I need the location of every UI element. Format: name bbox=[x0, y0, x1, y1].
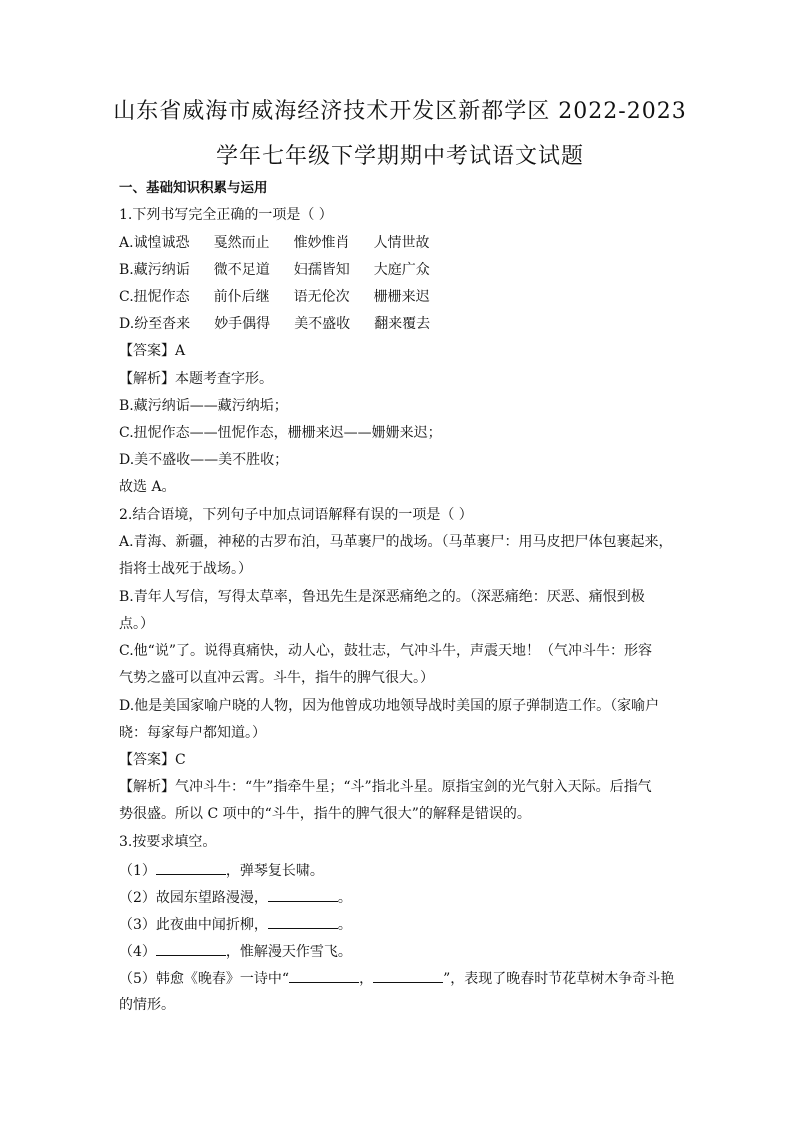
option-word: 扭怩作态 bbox=[133, 289, 190, 305]
item-text-after: ”，表现了晚春时节花草树木争奇斗艳 bbox=[443, 971, 675, 987]
document-title-line-2: 学年七年级下学期期中考试语文试题 bbox=[215, 144, 584, 169]
option-word: 大庭广众 bbox=[373, 262, 430, 278]
item-text-before: 故园东望路漫漫， bbox=[155, 890, 268, 906]
option-label: A. bbox=[119, 235, 134, 251]
option-word: 妇孺皆知 bbox=[293, 262, 350, 278]
section-heading: 一、基础知识积累与运用 bbox=[119, 180, 268, 196]
item-text-mid: ， bbox=[359, 971, 374, 987]
option-word: 戛然而止 bbox=[213, 235, 270, 251]
item-text-before: 此夜曲中闻折柳， bbox=[155, 917, 268, 933]
option-word: 栅栅来迟 bbox=[373, 289, 430, 305]
question-2-text-line: D.他是美国家喻户晓的人物，因为他曾成功地领导战时美国的原子弹制造工作。（家喻户 bbox=[119, 698, 660, 714]
question-1-analysis-line: B.藏污纳诟——藏污纳垢； bbox=[119, 398, 288, 414]
option-word: 微不足道 bbox=[213, 262, 270, 278]
option-word: 诚惶诚恐 bbox=[133, 235, 190, 251]
item-text-after: ，惟解漫天作雪飞。 bbox=[225, 944, 352, 960]
option-word: 翻来覆去 bbox=[374, 316, 431, 332]
document-title-line-1: 山东省威海市威海经济技术开发区新都学区 2022-2023 bbox=[113, 99, 687, 124]
question-2-text-line: A.青海、新疆，神秘的古罗布泊，马革裹尸的战场。（马革裹尸：用马皮把尸体包裹起来， bbox=[119, 534, 673, 550]
question-1-analysis-line: D.美不盛收——美不胜收； bbox=[119, 452, 289, 468]
answer-blank[interactable] bbox=[373, 968, 443, 983]
answer-blank[interactable] bbox=[289, 968, 359, 983]
question-1-option-a bbox=[119, 234, 689, 253]
question-2-analysis-line: 【解析】气冲斗牛：“牛”指牵牛星；“斗”指北斗星。原指宝剑的光气射入天际。后指气 bbox=[119, 779, 652, 795]
answer-blank[interactable] bbox=[156, 860, 226, 875]
item-number: （1） bbox=[119, 863, 156, 879]
question-1-option-c bbox=[119, 288, 689, 307]
fill-blank-item-1 bbox=[119, 860, 689, 881]
fill-blank-item-4 bbox=[119, 941, 689, 962]
option-word: 语无伦次 bbox=[293, 289, 350, 305]
answer-blank[interactable] bbox=[268, 887, 338, 902]
question-1-analysis-line: 【解析】本题考查字形。 bbox=[119, 371, 273, 387]
fill-blank-item-5 bbox=[119, 968, 689, 989]
option-word: 惟妙惟肖 bbox=[293, 235, 350, 251]
item-number: （4） bbox=[119, 944, 156, 960]
question-2-stem: 2.结合语境，下列句子中加点词语解释有误的一项是（ ） bbox=[119, 507, 473, 523]
answer-blank[interactable] bbox=[156, 941, 226, 956]
question-2-text-line: C.他“说”了。说得真痛快，动人心，鼓壮志，气冲斗牛，声震天地！（气冲斗牛：形容 bbox=[119, 643, 652, 659]
question-1-answer: 【答案】A bbox=[119, 343, 186, 359]
question-1-analysis-line: C.扭怩作态——忸怩作态，栅栅来迟——姗姗来迟； bbox=[119, 425, 442, 441]
question-1-option-d bbox=[119, 315, 689, 334]
item-number: （2） bbox=[119, 890, 156, 906]
question-2-text-line: B.青年人写信，写得太草率，鲁迅先生是深恶痛绝之的。（深恶痛绝：厌恶、痛恨到极 bbox=[119, 589, 645, 605]
item-text-after: 。 bbox=[337, 890, 352, 906]
item-text-after: ，弹琴复长啸。 bbox=[225, 863, 324, 879]
option-word: 藏污纳诟 bbox=[133, 262, 190, 278]
question-2-text-line: 指将士战死于战场。） bbox=[119, 561, 252, 577]
answer-blank[interactable] bbox=[268, 914, 338, 929]
fill-blank-item-3 bbox=[119, 914, 689, 935]
question-2-text-line: 晓：每家每户都知道。） bbox=[119, 725, 266, 741]
option-label: B. bbox=[119, 262, 134, 278]
question-1-stem: 1.下列书写完全正确的一项是（ ） bbox=[119, 207, 333, 223]
question-1-analysis-line: 故选 A。 bbox=[119, 479, 176, 495]
fill-blank-item-2 bbox=[119, 887, 689, 908]
option-word: 纷至沓来 bbox=[134, 316, 191, 332]
question-3-stem: 3.按要求填空。 bbox=[119, 834, 217, 850]
option-word: 美不盛收 bbox=[294, 316, 351, 332]
option-label: D. bbox=[119, 316, 135, 332]
question-2-analysis-line: 势很盛。所以 C 项中的“斗牛，指牛的脾气很大”的解释是错误的。 bbox=[119, 806, 531, 822]
question-2-text-line: 点。） bbox=[119, 616, 154, 632]
item-number: （3） bbox=[119, 917, 156, 933]
fill-blank-item-5-continued: 的情形。 bbox=[119, 997, 175, 1013]
item-text-after: 。 bbox=[337, 917, 352, 933]
option-word: 妙手偶得 bbox=[214, 316, 271, 332]
item-text-before: 韩愈《晚春》一诗中“ bbox=[155, 971, 290, 987]
option-label: C. bbox=[119, 289, 134, 305]
question-2-answer: 【答案】C bbox=[119, 752, 186, 768]
option-word: 人情世故 bbox=[373, 235, 430, 251]
question-2-text-line: 气势之盛可以直冲云霄。斗牛，指牛的脾气很大。） bbox=[119, 670, 434, 686]
option-word: 前仆后继 bbox=[213, 289, 270, 305]
item-number: （5） bbox=[119, 971, 156, 987]
question-1-option-b bbox=[119, 261, 689, 280]
